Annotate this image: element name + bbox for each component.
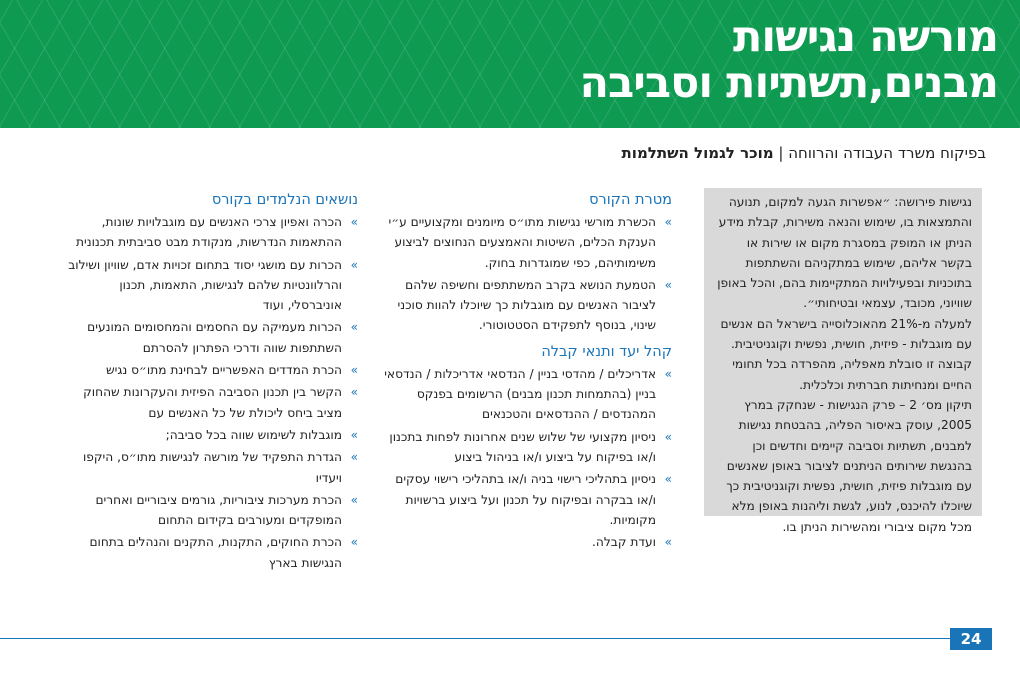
list-item: » הקשר בין תכנון הסביבה הפיזית והעקרונות שהחוק מציב ביחס ליכולת של כל האנשים עם xyxy=(68,382,358,423)
title-line-1: מורשה נגישות xyxy=(733,12,998,62)
topics-column xyxy=(68,190,358,575)
list-item: » הכרה ואפיון צרכי האנשים עם מוגבלויות שונות, ההתאמות הנדרשות, מנקודת מבט סביבתית תכנונית xyxy=(68,212,358,253)
bullet-icon: » xyxy=(664,472,672,487)
bullet-icon: » xyxy=(350,492,358,507)
topics-list xyxy=(68,212,358,573)
bullet-icon: » xyxy=(350,215,358,229)
bullet-icon: » xyxy=(350,363,358,378)
recognition-text: מוכר לגמול השתלמות xyxy=(621,144,774,162)
list-item: » ניסיון מקצועי של שלוש שנים אחרונות לפחות בתכנון ו/או בפיקוח על ביצוע ו/או בניהול ביצוע xyxy=(382,427,672,468)
course-goal-column xyxy=(382,190,672,554)
subtitle-line xyxy=(46,144,986,162)
list-item: » ניסיון בתהליכי רישוי בניה ו/או בתהליכי רישוי עסקים ו/או בבקרה ובפיקוח על תכנון ועל ביצוע ברשויות מקומיות. xyxy=(382,469,672,530)
list-item: » אדריכלים / מהדסי בניין / הנדסאי אדריכלות / הנדסאי בניין (בהתמחות תכנון מבנים) הרשומים בפנקס המהנדסים / ההנדסאים והטכנאים xyxy=(382,364,672,425)
amendment-paragraph: תיקון מס׳ 2 – פרק הנגישות - שנחקק במרץ 2005, עוסק באיסור הפליה, בהבטחת נגישות למבנים, תשתיות וסביבה קיימים וחדשים וכן בהנגשת שירותים הניתנים לציבור באופן שאנשים עם מוגבלות פיזית, חושית, נפשית וקוגניטיבית כך שיוכלו להיכנס, לנוע, לגשת וליהנות באופן מלא מכל מקום ציבורי ומהשירות הניתן בו. xyxy=(726,397,972,534)
bullet-icon: » xyxy=(664,535,672,550)
statistics-paragraph: למעלה מ-21% מהאוכלוסייה בישראל הם אנשים עם מוגבלות - פיזית, חושית, נפשית וקוגניטיבית. קבוצה זו סובלת מאפליה, מהפרדה בכל תחומי החיים ומנחיתות חברתית וכלכלית. xyxy=(720,316,972,392)
title-line-2: מבנים,תשתיות וסביבה xyxy=(579,58,998,108)
footer-divider xyxy=(0,638,950,639)
list-item: » הכשרת מורשי נגישות מתו״ס מיומנים ומקצועיים ע״י הענקת הכלים, השיטות והאמצעים הנחוצים לביצוע משימותיהם, כפי שמוגדרות בחוק. xyxy=(382,212,672,273)
bullet-icon: » xyxy=(664,366,672,381)
definition-paragraph: נגישות פירושה: ״אפשרות הגעה למקום, תנועה והתמצאות בו, שימוש והנאה משירות, קבלת מידע הניתן או המופק במסגרת מקום או שירות או בקשר אליהם, שימוש במתקניהם והשתתפות בתוכניות ובפעילויות המתקיימות בהם, והכל באופן שוויוני, מכובד, עצמאי ובטיחותי״. xyxy=(717,195,972,311)
list-item: » הכרת החוקים, התקנות, התקנים והנהלים בתחום הנגישות בארץ xyxy=(68,532,358,573)
list-item: » ועדת קבלה. xyxy=(382,532,672,552)
bullet-icon: » xyxy=(350,257,358,272)
bullet-icon: » xyxy=(350,450,358,465)
list-item: » הגדרת התפקיד של מורשה לנגישות מתו״ס, היקפו ויעדיו xyxy=(68,447,358,488)
list-item: » הכרת מערכות ציבוריות, גורמים ציבוריים ואחרים המופקדים ומעורבים בקידום התחום xyxy=(68,490,358,531)
bullet-icon: » xyxy=(664,215,672,229)
title-banner xyxy=(0,0,1020,128)
bullet-icon: » xyxy=(664,277,672,292)
supervision-text: בפיקוח משרד העבודה והרווחה | xyxy=(773,144,986,162)
audience-list xyxy=(382,364,672,553)
list-item: » הכרות מעמיקה עם החסמים והמחסומים המונעים השתתפות שווה ודרכי הפתרון להסרתם xyxy=(68,317,358,358)
page-title xyxy=(579,14,998,106)
audience-heading: קהל יעד ותנאי קבלה xyxy=(541,343,672,360)
accessibility-definition-box xyxy=(704,188,982,534)
bullet-icon: » xyxy=(350,427,358,442)
list-item: » הטמעת הנושא בקרב המשתתפים וחשיפה שלהם לציבור האנשים עם מוגבלות כך שיוכלו להוות סוכני שינוי, בנוסף לתפקידם הסטטוטורי. xyxy=(382,275,672,336)
list-item: » מוגבלות לשימוש שווה בכל סביבה; xyxy=(68,425,358,445)
goal-list xyxy=(382,212,672,336)
bullet-icon: » xyxy=(664,429,672,444)
list-item: » הכרת המדדים האפשריים לבחינת מתו״ס נגיש xyxy=(68,360,358,380)
bullet-icon: » xyxy=(350,535,358,550)
page-number: 24 xyxy=(950,628,992,650)
list-item: » הכרות עם מושגי יסוד בתחום זכויות אדם, שוויון ושילוב והרלוונטיות שלהם לנגישות, התאמות, תכנון אוניברסלי, ועוד xyxy=(68,255,358,316)
topics-heading: נושאים הנלמדים בקורס xyxy=(211,192,358,208)
bullet-icon: » xyxy=(350,385,358,400)
bullet-icon: » xyxy=(350,320,358,335)
goal-heading: מטרת הקורס xyxy=(589,192,672,208)
